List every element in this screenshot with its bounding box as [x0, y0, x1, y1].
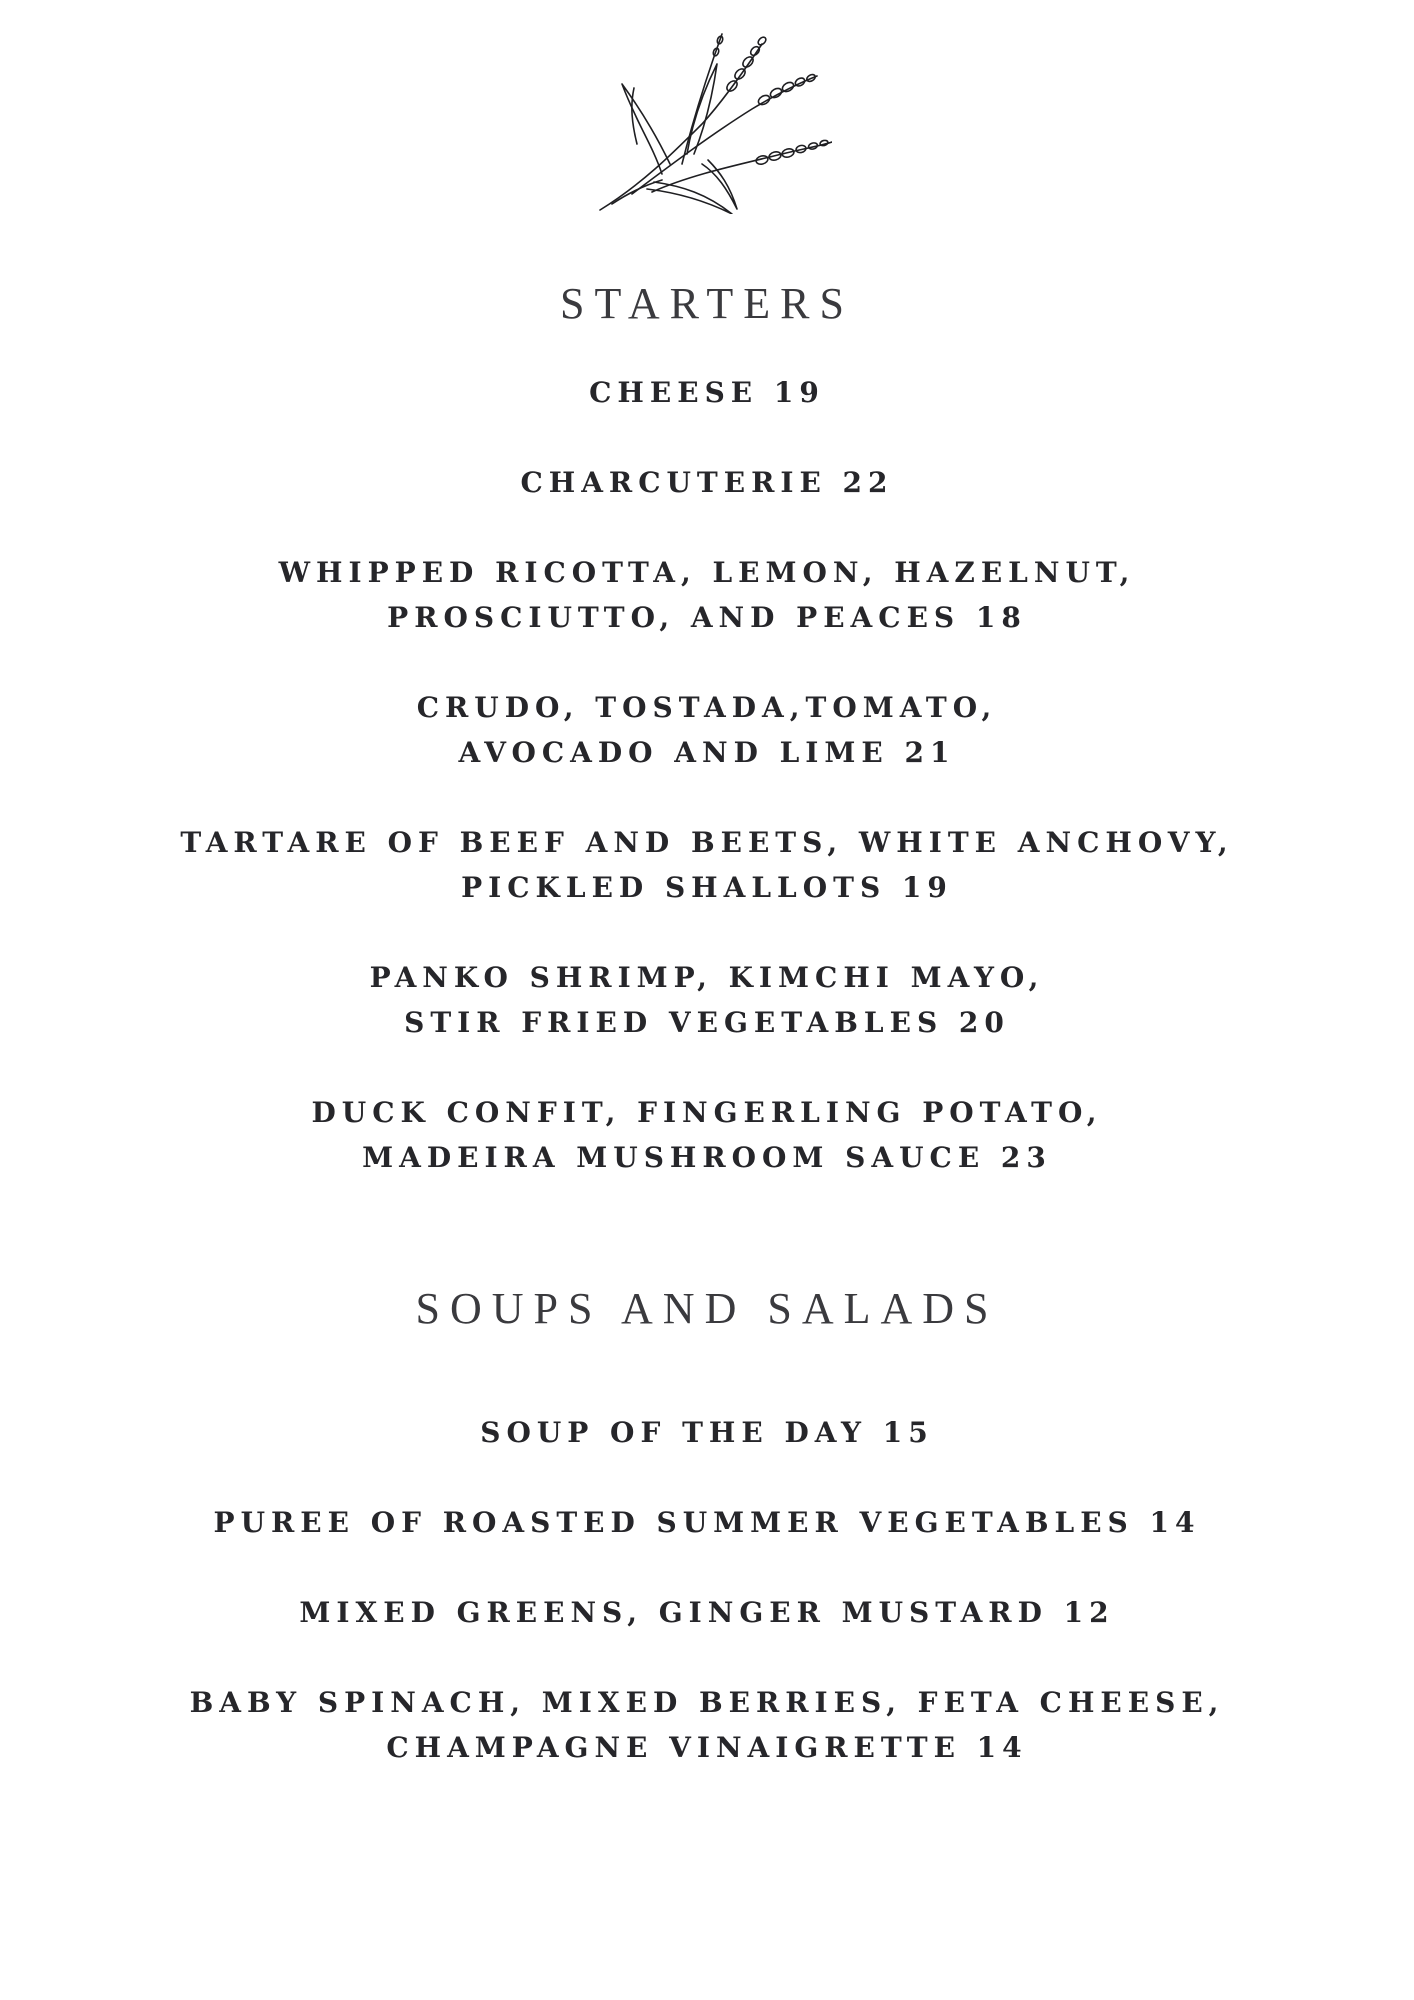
menu-item-line: PANKO SHRIMP, KIMCHI MAYO, — [369, 961, 1045, 994]
menu-item — [0, 1590, 1414, 1635]
menu-item — [0, 550, 1414, 640]
menu-item-line: SOUP OF THE DAY 15 — [480, 1416, 934, 1449]
menu-item-line: WHIPPED RICOTTA, LEMON, HAZELNUT, — [278, 556, 1136, 589]
menu-item — [0, 370, 1414, 415]
menu-item-line: DUCK CONFIT, FINGERLING POTATO, — [311, 1096, 1103, 1129]
menu-item — [0, 1090, 1414, 1180]
section-title-soups-and-salads: SOUPS AND SALADS — [415, 1284, 999, 1333]
menu-item-line: TARTARE OF BEEF AND BEETS, WHITE ANCHOVY, — [180, 826, 1234, 859]
menu-item — [0, 1410, 1414, 1455]
menu-item-line: CHAMPAGNE VINAIGRETTE 14 — [386, 1731, 1028, 1764]
menu-item — [0, 955, 1414, 1045]
menu-item-line: MADEIRA MUSHROOM SAUCE 23 — [362, 1141, 1052, 1174]
menu-item-line: MIXED GREENS, GINGER MUSTARD 12 — [299, 1596, 1115, 1629]
menu-item-line: AVOCADO AND LIME 21 — [458, 736, 956, 769]
menu-item-line: STIR FRIED VEGETABLES 20 — [404, 1006, 1010, 1039]
lavender-sprig-icon — [592, 14, 832, 214]
menu-item-line: CHEESE 19 — [589, 376, 825, 409]
menu-item-line: CHARCUTERIE 22 — [520, 466, 894, 499]
section-title-starters: STARTERS — [560, 279, 854, 328]
menu-item — [0, 1680, 1414, 1770]
menu-item-line: PICKLED SHALLOTS 19 — [461, 871, 953, 904]
menu-item — [0, 685, 1414, 775]
menu-item-line: PROSCIUTTO, AND PEACES 18 — [387, 601, 1027, 634]
menu-item-line: CRUDO, TOSTADA,TOMATO, — [416, 691, 998, 724]
menu-item — [0, 460, 1414, 505]
menu-item — [0, 1500, 1414, 1545]
menu-item — [0, 820, 1414, 910]
menu-item-line: PUREE OF ROASTED SUMMER VEGETABLES 14 — [213, 1506, 1201, 1539]
menu-item-line: BABY SPINACH, MIXED BERRIES, FETA CHEESE, — [189, 1686, 1225, 1719]
